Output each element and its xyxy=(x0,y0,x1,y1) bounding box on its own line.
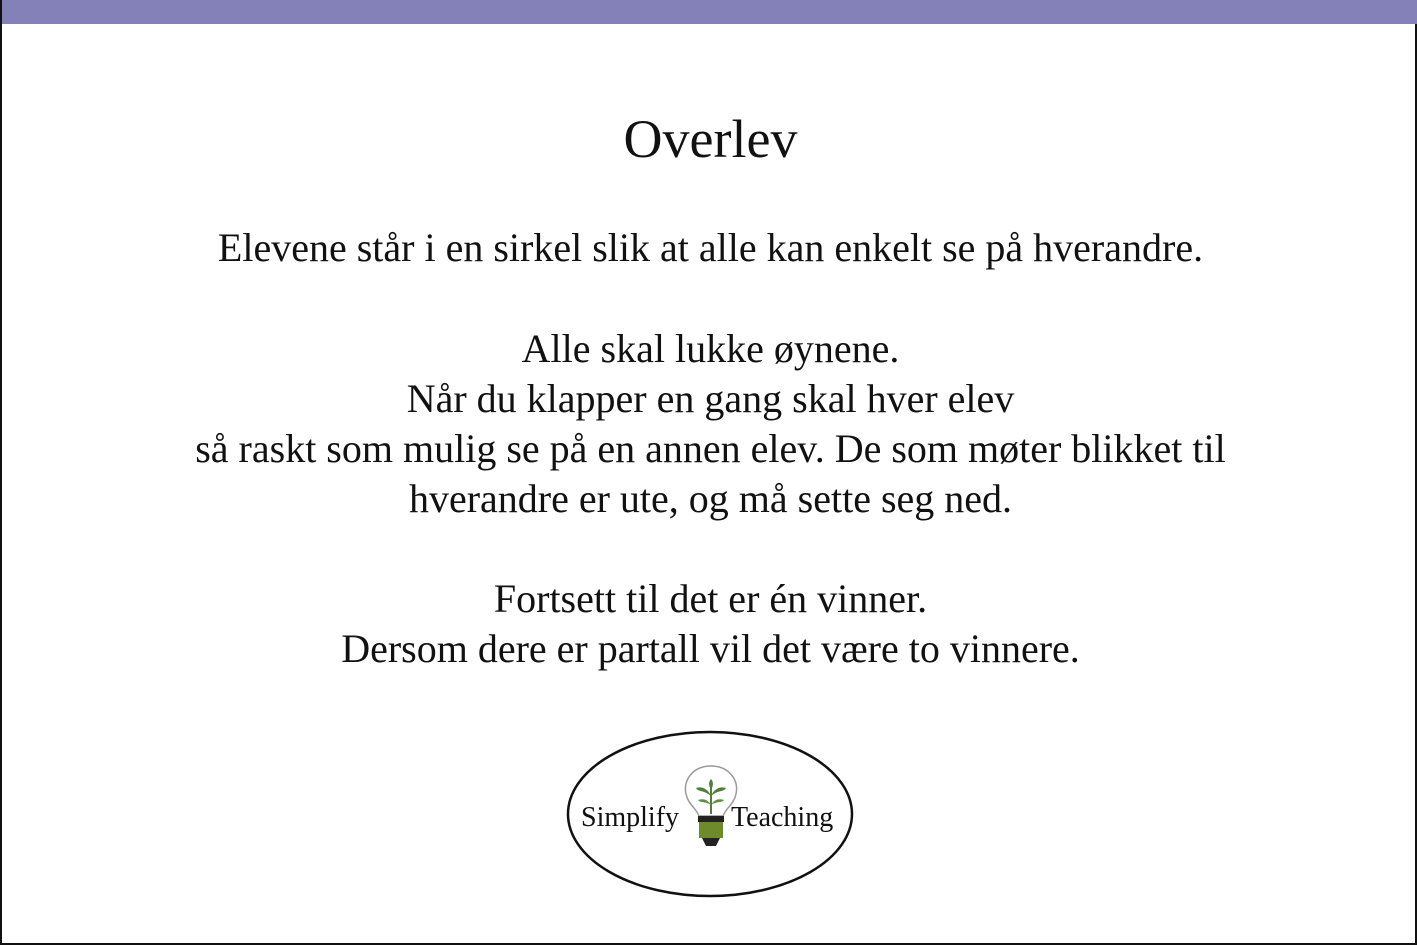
paragraph-2-line-1: Alle skal lukke øynene. xyxy=(521,326,900,371)
paragraph-3-line-2: Dersom dere er partall vil det være to vinnere. xyxy=(341,626,1080,671)
logo-text-teaching: Teaching xyxy=(731,802,834,833)
paragraph-2-line-4: hverandre er ute, og må sette seg ned. xyxy=(408,476,1013,521)
logo-text-simplify: Simplify xyxy=(581,802,680,833)
paragraph-3-line-1: Fortsett til det er én vinner. xyxy=(493,576,928,621)
paragraph-2-line-2: Når du klapper en gang skal hver elev xyxy=(406,376,1015,421)
paragraph-2-line-3: så raskt som mulig se på en annen elev. De som møter blikket til xyxy=(195,426,1226,471)
paragraph-1-line-1: Elevene står i en sirkel slik at alle kan enkelt se på hverandre. xyxy=(217,225,1204,270)
top-color-band xyxy=(2,0,1417,24)
card-title: Overlev xyxy=(623,109,798,169)
simplify-teaching-logo xyxy=(565,730,855,898)
